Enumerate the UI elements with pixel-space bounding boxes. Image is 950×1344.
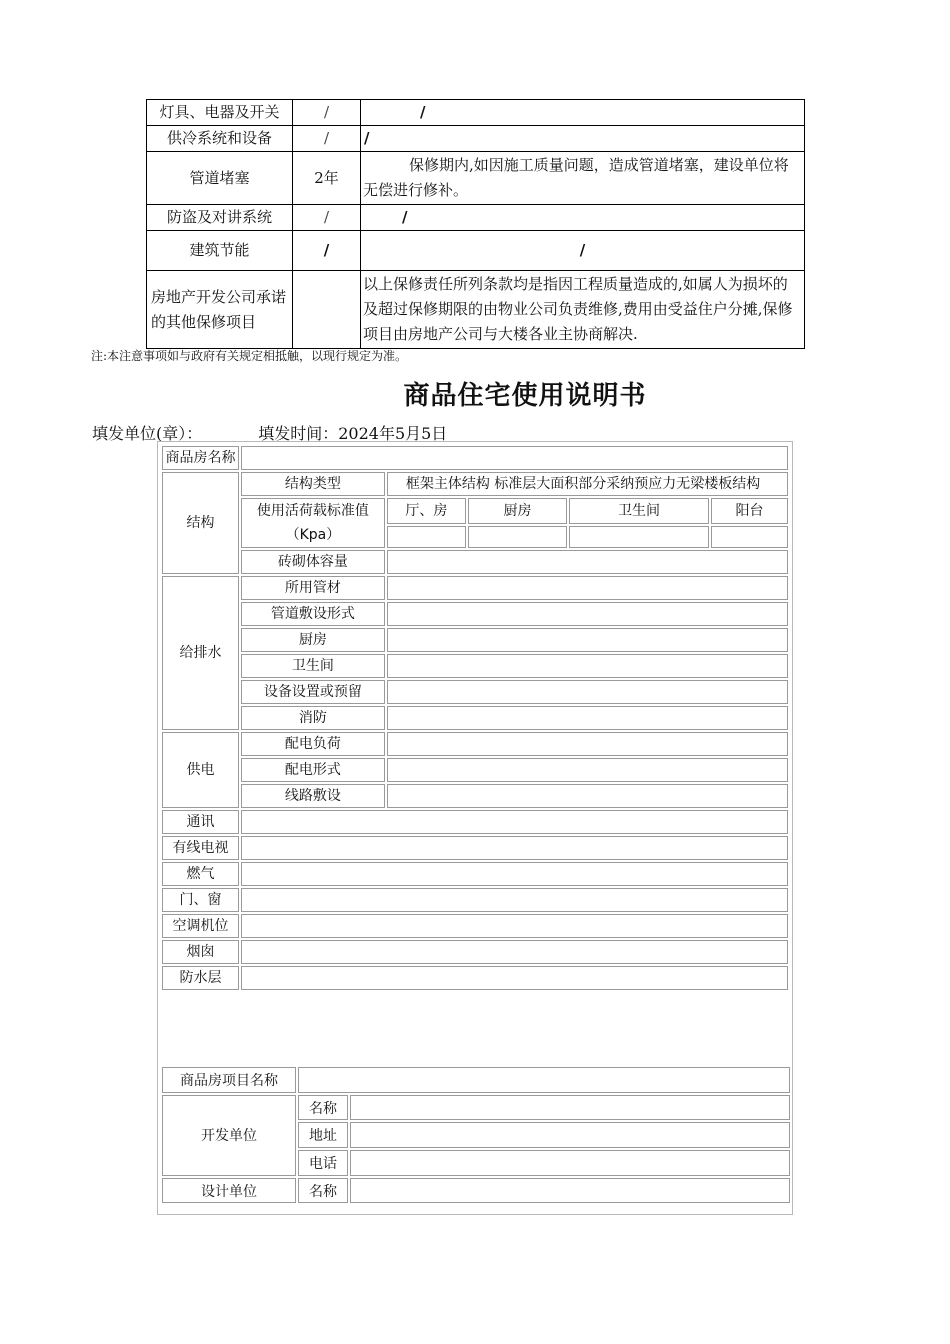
fill-unit-label: 填发单位(章）：: [92, 424, 203, 443]
structure-type-label: 结构类型: [241, 472, 385, 496]
water-item-field[interactable]: [387, 654, 788, 678]
warranty-period: /: [293, 100, 361, 126]
power-item-field[interactable]: [387, 732, 788, 756]
single-row-field[interactable]: [241, 862, 788, 886]
warranty-note: [361, 205, 805, 231]
power-item-label: 线路敷设: [241, 784, 385, 808]
fill-date-label: 填发时间：: [258, 424, 339, 443]
single-row-field[interactable]: [241, 888, 788, 912]
structure-label: 结构: [162, 472, 239, 574]
designer-field-label: 名称: [298, 1178, 348, 1204]
water-item-label: 卫生间: [241, 654, 385, 678]
single-row-field[interactable]: [241, 914, 788, 938]
developer-label: 开发单位: [162, 1095, 296, 1176]
load-label: 使用活荷载标准值: [256, 503, 369, 519]
developer-name-field[interactable]: [350, 1095, 790, 1121]
warranty-note-text: /: [402, 208, 408, 226]
warranty-item: 灯具、电器及开关: [147, 100, 293, 126]
load-unit: （Kpa）: [285, 527, 341, 543]
load-value-field[interactable]: [468, 526, 567, 548]
single-row-label: 通讯: [162, 810, 239, 834]
project-table: [160, 1065, 792, 1205]
single-row-label: 有线电视: [162, 836, 239, 860]
water-item-field[interactable]: [387, 706, 788, 730]
single-row-label: 烟囱: [162, 940, 239, 964]
designer-label: 设计单位: [162, 1178, 296, 1204]
power-item-field[interactable]: [387, 784, 788, 808]
warranty-item: 房地产开发公司承诺的其他保修项目: [147, 271, 293, 349]
fill-date: 2024年5月5日: [338, 424, 448, 443]
masonry-label: 砖砌体容量: [241, 550, 385, 574]
single-row-label: 门、窗: [162, 888, 239, 912]
warranty-item: 建筑节能: [147, 231, 293, 271]
warranty-period: /: [293, 126, 361, 152]
masonry-field[interactable]: [387, 550, 788, 574]
water-item-label: 消防: [241, 706, 385, 730]
warranty-note: /: [361, 231, 805, 271]
water-item-label: 设备设置或预留: [241, 680, 385, 704]
power-item-field[interactable]: [387, 758, 788, 782]
load-column-header: 厅、房: [387, 498, 466, 524]
single-row-field[interactable]: [241, 810, 788, 834]
warranty-item: 防盗及对讲系统: [147, 205, 293, 231]
water-label: 给排水: [162, 576, 239, 730]
developer-phone-field[interactable]: [350, 1150, 790, 1176]
warranty-note-text: /: [364, 129, 370, 147]
warranty-note: [361, 126, 805, 152]
single-row-label: 空调机位: [162, 914, 239, 938]
single-row-field[interactable]: [241, 940, 788, 964]
warranty-note-text: /: [420, 103, 426, 121]
page-title: 商品住宅使用说明书: [403, 381, 647, 411]
warranty-period: /: [293, 231, 361, 271]
developer-field-label: 名称: [298, 1095, 348, 1121]
single-row-label: 防水层: [162, 966, 239, 990]
water-item-label: 厨房: [241, 628, 385, 652]
power-item-label: 配电负荷: [241, 732, 385, 756]
warranty-period: 2年: [293, 152, 361, 205]
water-item-field[interactable]: [387, 576, 788, 600]
water-item-field[interactable]: [387, 602, 788, 626]
power-item-label: 配电形式: [241, 758, 385, 782]
power-label: 供电: [162, 732, 239, 808]
water-item-field[interactable]: [387, 628, 788, 652]
water-item-field[interactable]: [387, 680, 788, 704]
load-column-header: 阳台: [711, 498, 788, 524]
water-item-label: 管道敷设形式: [241, 602, 385, 626]
warranty-item: 管道堵塞: [147, 152, 293, 205]
developer-field-label: 地址: [298, 1122, 348, 1148]
warranty-period: [293, 271, 361, 349]
house-name-field[interactable]: [241, 446, 788, 470]
single-row-label: 燃气: [162, 862, 239, 886]
load-column-header: 厨房: [468, 498, 567, 524]
disclaimer-note: 注:本注意事项如与政府有关规定相抵触，以现行规定为准。: [91, 349, 408, 363]
warranty-note: 以上保修责任所列条款均是指因工程质量造成的,如属人为损坏的及超过保修期限的由物业公司负责维修,费用由受益住户分摊,保修项目由房地产公司与大楼各业主协商解决.: [361, 271, 805, 349]
warranty-table: [146, 99, 805, 349]
load-value-field[interactable]: [711, 526, 788, 548]
warranty-note: [361, 100, 805, 126]
water-item-label: 所用管材: [241, 576, 385, 600]
load-standard-label: [241, 498, 385, 548]
warranty-item: 供冷系统和设备: [147, 126, 293, 152]
single-row-field[interactable]: [241, 836, 788, 860]
spec-table: [160, 444, 790, 992]
developer-address-field[interactable]: [350, 1122, 790, 1148]
developer-field-label: 电话: [298, 1150, 348, 1176]
project-name-label: 商品房项目名称: [162, 1067, 296, 1093]
single-row-field[interactable]: [241, 966, 788, 990]
house-name-label: 商品房名称: [162, 446, 239, 470]
project-name-field[interactable]: [298, 1067, 790, 1093]
designer-name-field[interactable]: [350, 1178, 790, 1204]
load-value-field[interactable]: [387, 526, 466, 548]
warranty-period: /: [293, 205, 361, 231]
load-value-field[interactable]: [569, 526, 709, 548]
warranty-note: 保修期内,如因施工质量问题，造成管道堵塞，建设单位将无偿进行修补。: [361, 152, 805, 205]
structure-type-value: 框架主体结构 标准层大面积部分采纳预应力无梁楼板结构: [387, 472, 788, 496]
load-column-header: 卫生间: [569, 498, 709, 524]
